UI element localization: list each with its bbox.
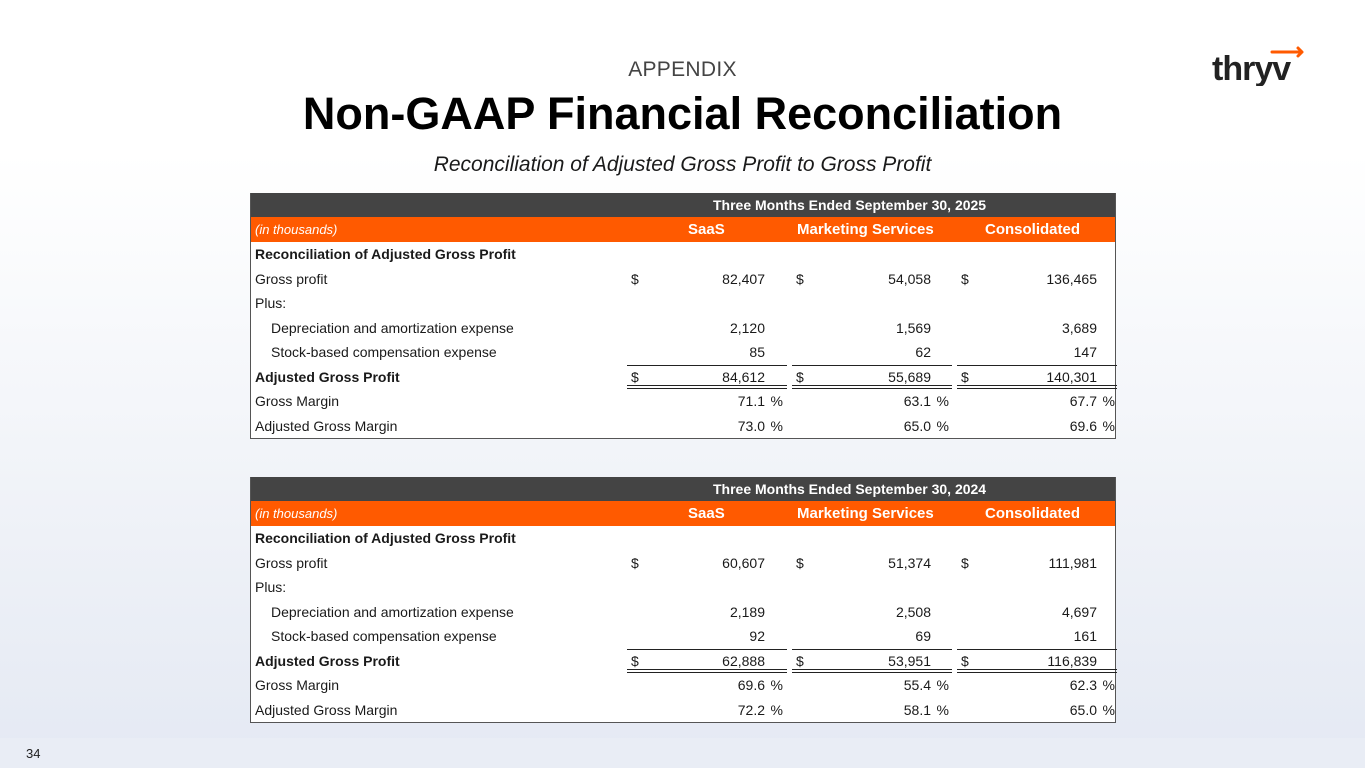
value-consolidated: 147 [1073,344,1097,360]
gross-profit-row [251,267,1115,292]
row-label: Stock-based compensation expense [271,344,497,360]
page-subtitle: Reconciliation of Adjusted Gross Profit to Gross Profit [433,153,932,176]
reconciliation-table-2025 [250,193,1116,439]
value-marketing-services: 53,951 [888,652,931,669]
plus-row [251,291,1115,316]
percent-symbol: % [1102,677,1115,693]
value-consolidated: 111,981 [1048,554,1097,571]
row-label: Plus: [255,579,287,595]
period-label: Three Months Ended September 30, 2024 [713,481,987,497]
value-saas: 73.0 [737,417,765,434]
row-label: Gross profit [255,554,328,571]
row-label: Adjusted Gross Margin [255,701,398,718]
subtotal-rule [792,365,952,366]
depreciation-row [251,316,1115,341]
value-saas: 92 [749,628,765,644]
row-label: Stock-based compensation expense [271,628,497,644]
value-consolidated: 161 [1073,628,1097,644]
subtotal-rule [792,649,952,650]
gross-profit-row [251,551,1115,576]
row-label: Plus: [255,295,287,311]
value-saas: 2,120 [729,319,765,336]
row-label: Gross Margin [255,393,340,409]
percent-symbol: % [1102,701,1115,718]
section-title: Reconciliation of Adjusted Gross Profit [255,530,516,546]
row-label: Gross profit [255,270,328,287]
subtotal-rule [957,365,1117,366]
value-consolidated: 3,689 [1061,319,1097,336]
page-title: Non-GAAP Financial Reconciliation [302,88,1063,139]
column-header-saas: SaaS [688,221,725,238]
row-label: Gross Margin [255,677,340,693]
period-header [251,477,1115,501]
currency-symbol: $ [796,554,804,571]
value-marketing-services: 54,058 [888,270,931,287]
value-consolidated: 116,839 [1047,652,1097,669]
percent-symbol: % [1102,417,1115,434]
value-saas: 62,888 [722,652,765,669]
percent-symbol: % [770,677,783,693]
value-marketing-services: 58.1 [903,701,931,718]
unit-label: (in thousands) [255,222,338,237]
currency-symbol: $ [961,554,969,571]
value-consolidated: 136,465 [1046,270,1097,287]
section-title-row [251,242,1115,267]
value-marketing-services: 65.0 [903,417,931,434]
row-label: Depreciation and amortization expense [271,603,514,620]
value-marketing-services: 62 [915,344,931,360]
period-header [251,193,1115,217]
value-saas: 72.2 [737,701,765,718]
reconciliation-table-2024 [250,477,1116,723]
currency-symbol: $ [961,270,969,287]
column-header-consolidated: Consolidated [985,221,1081,238]
value-saas: 2,189 [729,603,765,620]
value-consolidated: 4,697 [1061,603,1097,620]
svg-text:thryv: thryv [1212,50,1291,86]
adjusted-gross-profit-row [251,365,1115,390]
adjusted-gross-profit-row [251,649,1115,674]
value-saas: 82,407 [722,270,765,287]
row-label: Adjusted Gross Profit [255,652,400,669]
value-consolidated: 62.3 [1069,677,1097,693]
value-marketing-services: 2,508 [895,603,931,620]
column-header-marketing-services: Marketing Services [797,505,934,522]
value-consolidated: 67.7 [1069,393,1097,409]
percent-symbol: % [770,393,783,409]
value-saas: 84,612 [722,368,765,385]
gross-margin-row [251,673,1115,698]
percent-symbol: % [770,701,783,718]
percent-symbol: % [936,677,949,693]
adjusted-gross-margin-row [251,414,1115,439]
value-marketing-services: 69 [915,628,931,644]
currency-symbol: $ [631,368,639,385]
percent-symbol: % [936,701,949,718]
footer-band [0,738,1365,768]
row-label: Depreciation and amortization expense [271,319,514,336]
unit-label: (in thousands) [255,506,338,521]
value-marketing-services: 55.4 [903,677,931,693]
plus-row [251,575,1115,600]
subtotal-rule [627,365,787,366]
depreciation-row [251,600,1115,625]
currency-symbol: $ [631,554,639,571]
value-marketing-services: 55,689 [888,368,931,385]
subtotal-rule [627,649,787,650]
currency-symbol: $ [796,368,804,385]
column-header-consolidated: Consolidated [985,505,1081,522]
value-marketing-services: 51,374 [888,554,931,571]
currency-symbol: $ [961,652,969,669]
currency-symbol: $ [631,270,639,287]
period-label: Three Months Ended September 30, 2025 [713,197,987,213]
percent-symbol: % [936,393,949,409]
stock-comp-row [251,340,1115,365]
value-saas: 71.1 [737,393,765,409]
subtotal-rule [957,649,1117,650]
value-saas: 69.6 [737,677,765,693]
value-marketing-services: 1,569 [895,319,931,336]
currency-symbol: $ [631,652,639,669]
percent-symbol: % [770,417,783,434]
column-header-row [251,217,1115,242]
page-number: 34 [26,746,41,761]
value-consolidated: 69.6 [1069,417,1097,434]
value-saas: 60,607 [722,554,765,571]
value-marketing-services: 63.1 [903,393,931,409]
currency-symbol: $ [961,368,969,385]
gross-margin-row [251,389,1115,414]
row-label: Adjusted Gross Profit [255,368,400,385]
value-consolidated: 140,301 [1046,368,1097,385]
adjusted-gross-margin-row [251,698,1115,723]
eyebrow-label: APPENDIX [628,58,737,81]
value-consolidated: 65.0 [1069,701,1097,718]
row-label: Adjusted Gross Margin [255,417,398,434]
currency-symbol: $ [796,270,804,287]
column-header-marketing-services: Marketing Services [797,221,934,238]
percent-symbol: % [1102,393,1115,409]
column-header-row [251,501,1115,526]
section-title-row [251,526,1115,551]
column-header-saas: SaaS [688,505,725,522]
section-title: Reconciliation of Adjusted Gross Profit [255,246,516,262]
stock-comp-row [251,624,1115,649]
currency-symbol: $ [796,652,804,669]
percent-symbol: % [936,417,949,434]
value-saas: 85 [749,344,765,360]
